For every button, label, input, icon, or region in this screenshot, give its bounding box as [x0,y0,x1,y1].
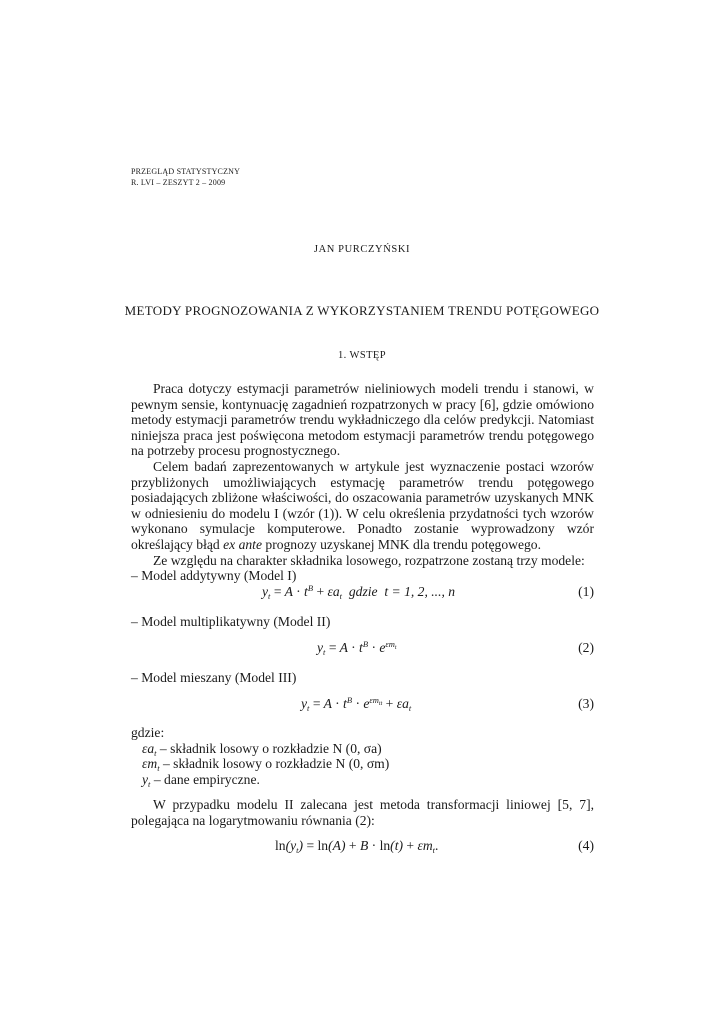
definitions-block [131,725,594,787]
definition-2: $\varepsilon m_t$ – składnik losowy o rozkładzie N (0, σm) [142,756,390,774]
intro-text [131,381,594,584]
equation-3-formula: $y_t = A \cdot t^B \cdot e^{\varepsilon m_{tt}} + \varepsilon a_t$ [301,695,412,713]
model-3-block [131,670,594,686]
journal-name: PRZEGLĄD STATYSTYCZNY [131,167,241,176]
model-1-label: – Model addytywny (Model I) [131,568,297,584]
paragraph-1: Praca dotyczy estymacji parametrów nieliniowych modeli trendu i stanowi, w pewnym sensie, kontynuację zagadnień rozpatrzonych w pracy [6], gdzie omówiono metody estymacji parametrów trendu wykładniczego dla celów predykcji. Natomiast niniejsza praca jest poświęcona metodom estymacji parametrów trendu potęgowego na potrzeby procesu prognostycznego. [131,381,594,459]
paragraph-4: W przypadku modelu II zalecana jest metoda transformacji liniowej [5, 7], polegająca na logarytmowaniu równania (2): [131,797,594,828]
model-3-label: – Model mieszany (Model III) [131,670,297,685]
equation-4-number: (4) [578,838,594,853]
gdzie-label: gdzie: [131,725,165,740]
paragraph-4-block [131,797,594,828]
equation-1-range: t = 1, 2, ..., n [384,584,456,599]
paragraph-3: Ze względu na charakter składnika losowego, rozpatrzone zostaną trzy modele: [153,552,585,568]
paragraph-2 [131,459,594,553]
equation-2 [131,640,594,658]
equation-3 [131,696,594,714]
paper-title: METODY PROGNOZOWANIA Z WYKORZYSTANIEM TRENDU POTĘGOWEGO [124,303,600,318]
definition-3: $y_t$ – dane empiryczne. [142,771,260,789]
equation-1-formula: $y_t = A \cdot t^B + \varepsilon a_t$ gdzie t = 1, 2, ..., n [262,583,456,601]
equation-4 [131,838,594,856]
definition-1-text: – składnik losowy o rozkładzie N (0, σa) [156,740,382,756]
paragraph-2-text-b: prognozy uzyskanej MNK dla trendu potęgowego. [265,536,541,552]
paragraph-2-italic: ex ante [223,536,262,552]
equation-3-number: (3) [578,696,594,711]
definition-2-text: – składnik losowy o rozkładzie N (0, σm) [159,756,390,772]
paragraph-2-text-a: Celem badań zaprezentowanych w artykule jest wyznaczenie postaci wzorów przybliżonych umożliwiających estymację parametrów trendu potęgowego posiadających zbliżone właściwości, do oszacowania parametrów uzyskanych MNK w odniesieniu do modelu I (wzór (1)). W celu określenia przydatności tych wzorów wykonano symulacje komputerowe. Ponadto zostanie wyprowadzony wzór określający błąd [131,458,594,552]
equation-2-number: (2) [578,640,594,655]
equation-1 [131,584,594,602]
journal-header [131,166,240,188]
equation-2-formula: $y_t = A \cdot t^B \cdot e^{\varepsilon m_t}$ [317,639,397,657]
definition-1: $\varepsilon a_t$ – składnik losowy o rozkładzie N (0, σa) [142,740,382,758]
definition-3-text: – dane empiryczne. [150,771,260,787]
equation-1-number: (1) [578,584,594,599]
journal-volume: R. LVI – ZESZYT 2 – 2009 [131,178,226,187]
author-name: JAN PURCZYŃSKI [313,244,411,255]
model-2-block [131,614,594,630]
equation-4-formula: $\ln(y_t) = \ln(A) + B \cdot \ln(t) + \varepsilon m_t$. [275,838,439,855]
section-heading: 1. WSTĘP [338,350,386,361]
equation-1-where: gdzie [348,584,378,599]
model-2-label: – Model multiplikatywny (Model II) [131,614,331,629]
